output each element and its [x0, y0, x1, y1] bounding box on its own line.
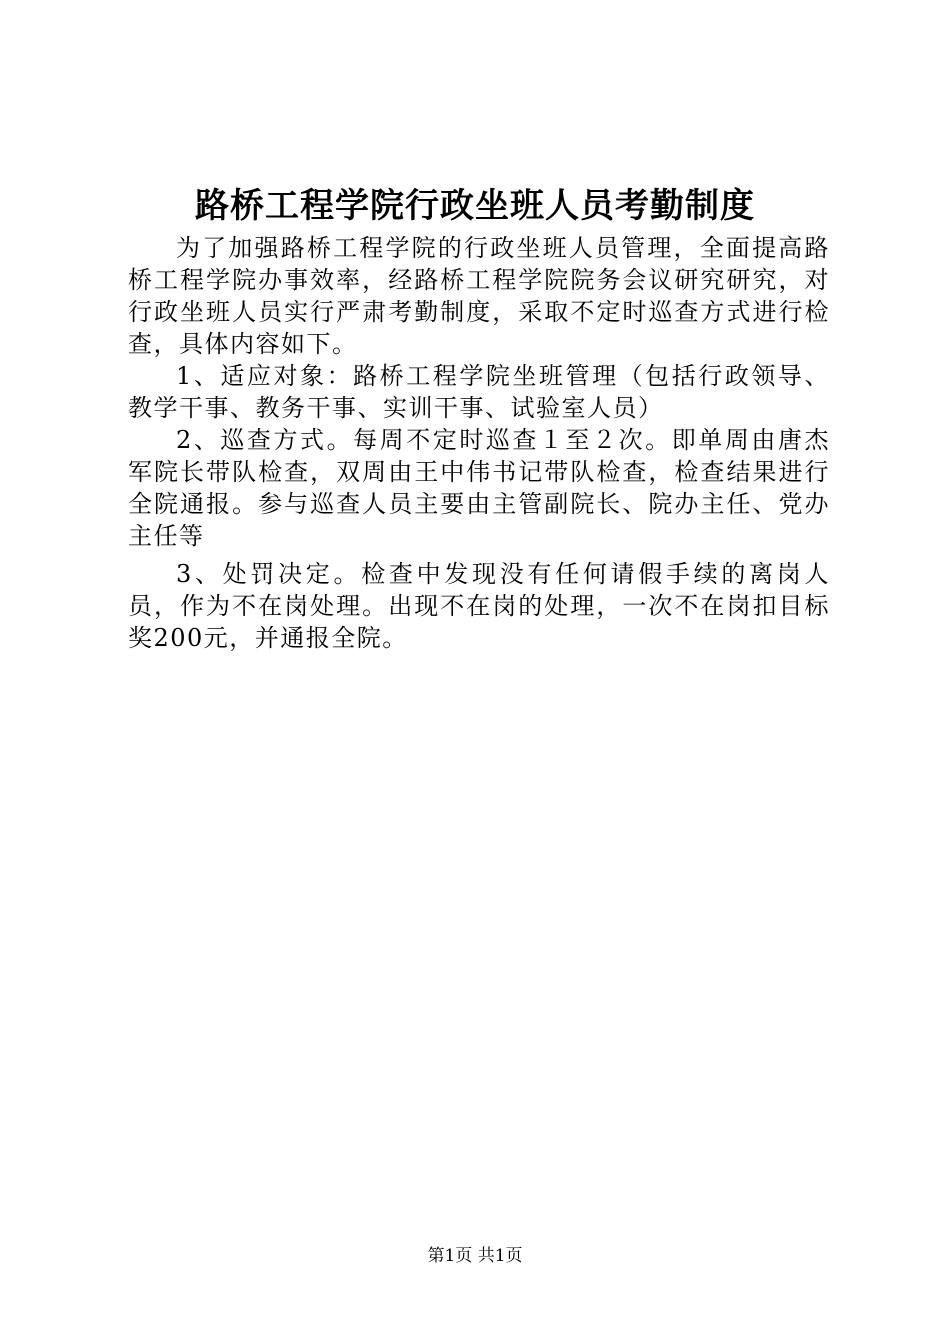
- clause-2-paragraph: 2、巡查方式。每周不定时巡查１至２次。即单周由唐杰军院长带队检查，双周由王中伟书记带队检查，检查结果进行全院通报。参与巡查人员主要由主管副院长、院办主任、党办主任等: [128, 426, 830, 550]
- document-title: 路桥工程学院行政坐班人员考勤制度: [195, 186, 755, 226]
- page-footer: 第1页 共1页: [427, 1246, 523, 1266]
- intro-paragraph: 为了加强路桥工程学院的行政坐班人员管理，全面提高路桥工程学院办事效率，经路桥工程学院院务会议研究研究，对行政坐班人员实行严肃考勤制度，采取不定时巡查方式进行检查，具体内容如下。: [128, 234, 830, 358]
- clause-1-paragraph: 1、适应对象：路桥工程学院坐班管理（包括行政领导、教学干事、教务干事、实训干事、试验室人员）: [128, 362, 830, 422]
- document-body: [128, 232, 830, 654]
- clause-3-paragraph: 3、处罚决定。检查中发现没有任何请假手续的离岗人员，作为不在岗处理。出现不在岗的处理，一次不在岗扣目标奖200元，并通报全院。: [128, 560, 830, 652]
